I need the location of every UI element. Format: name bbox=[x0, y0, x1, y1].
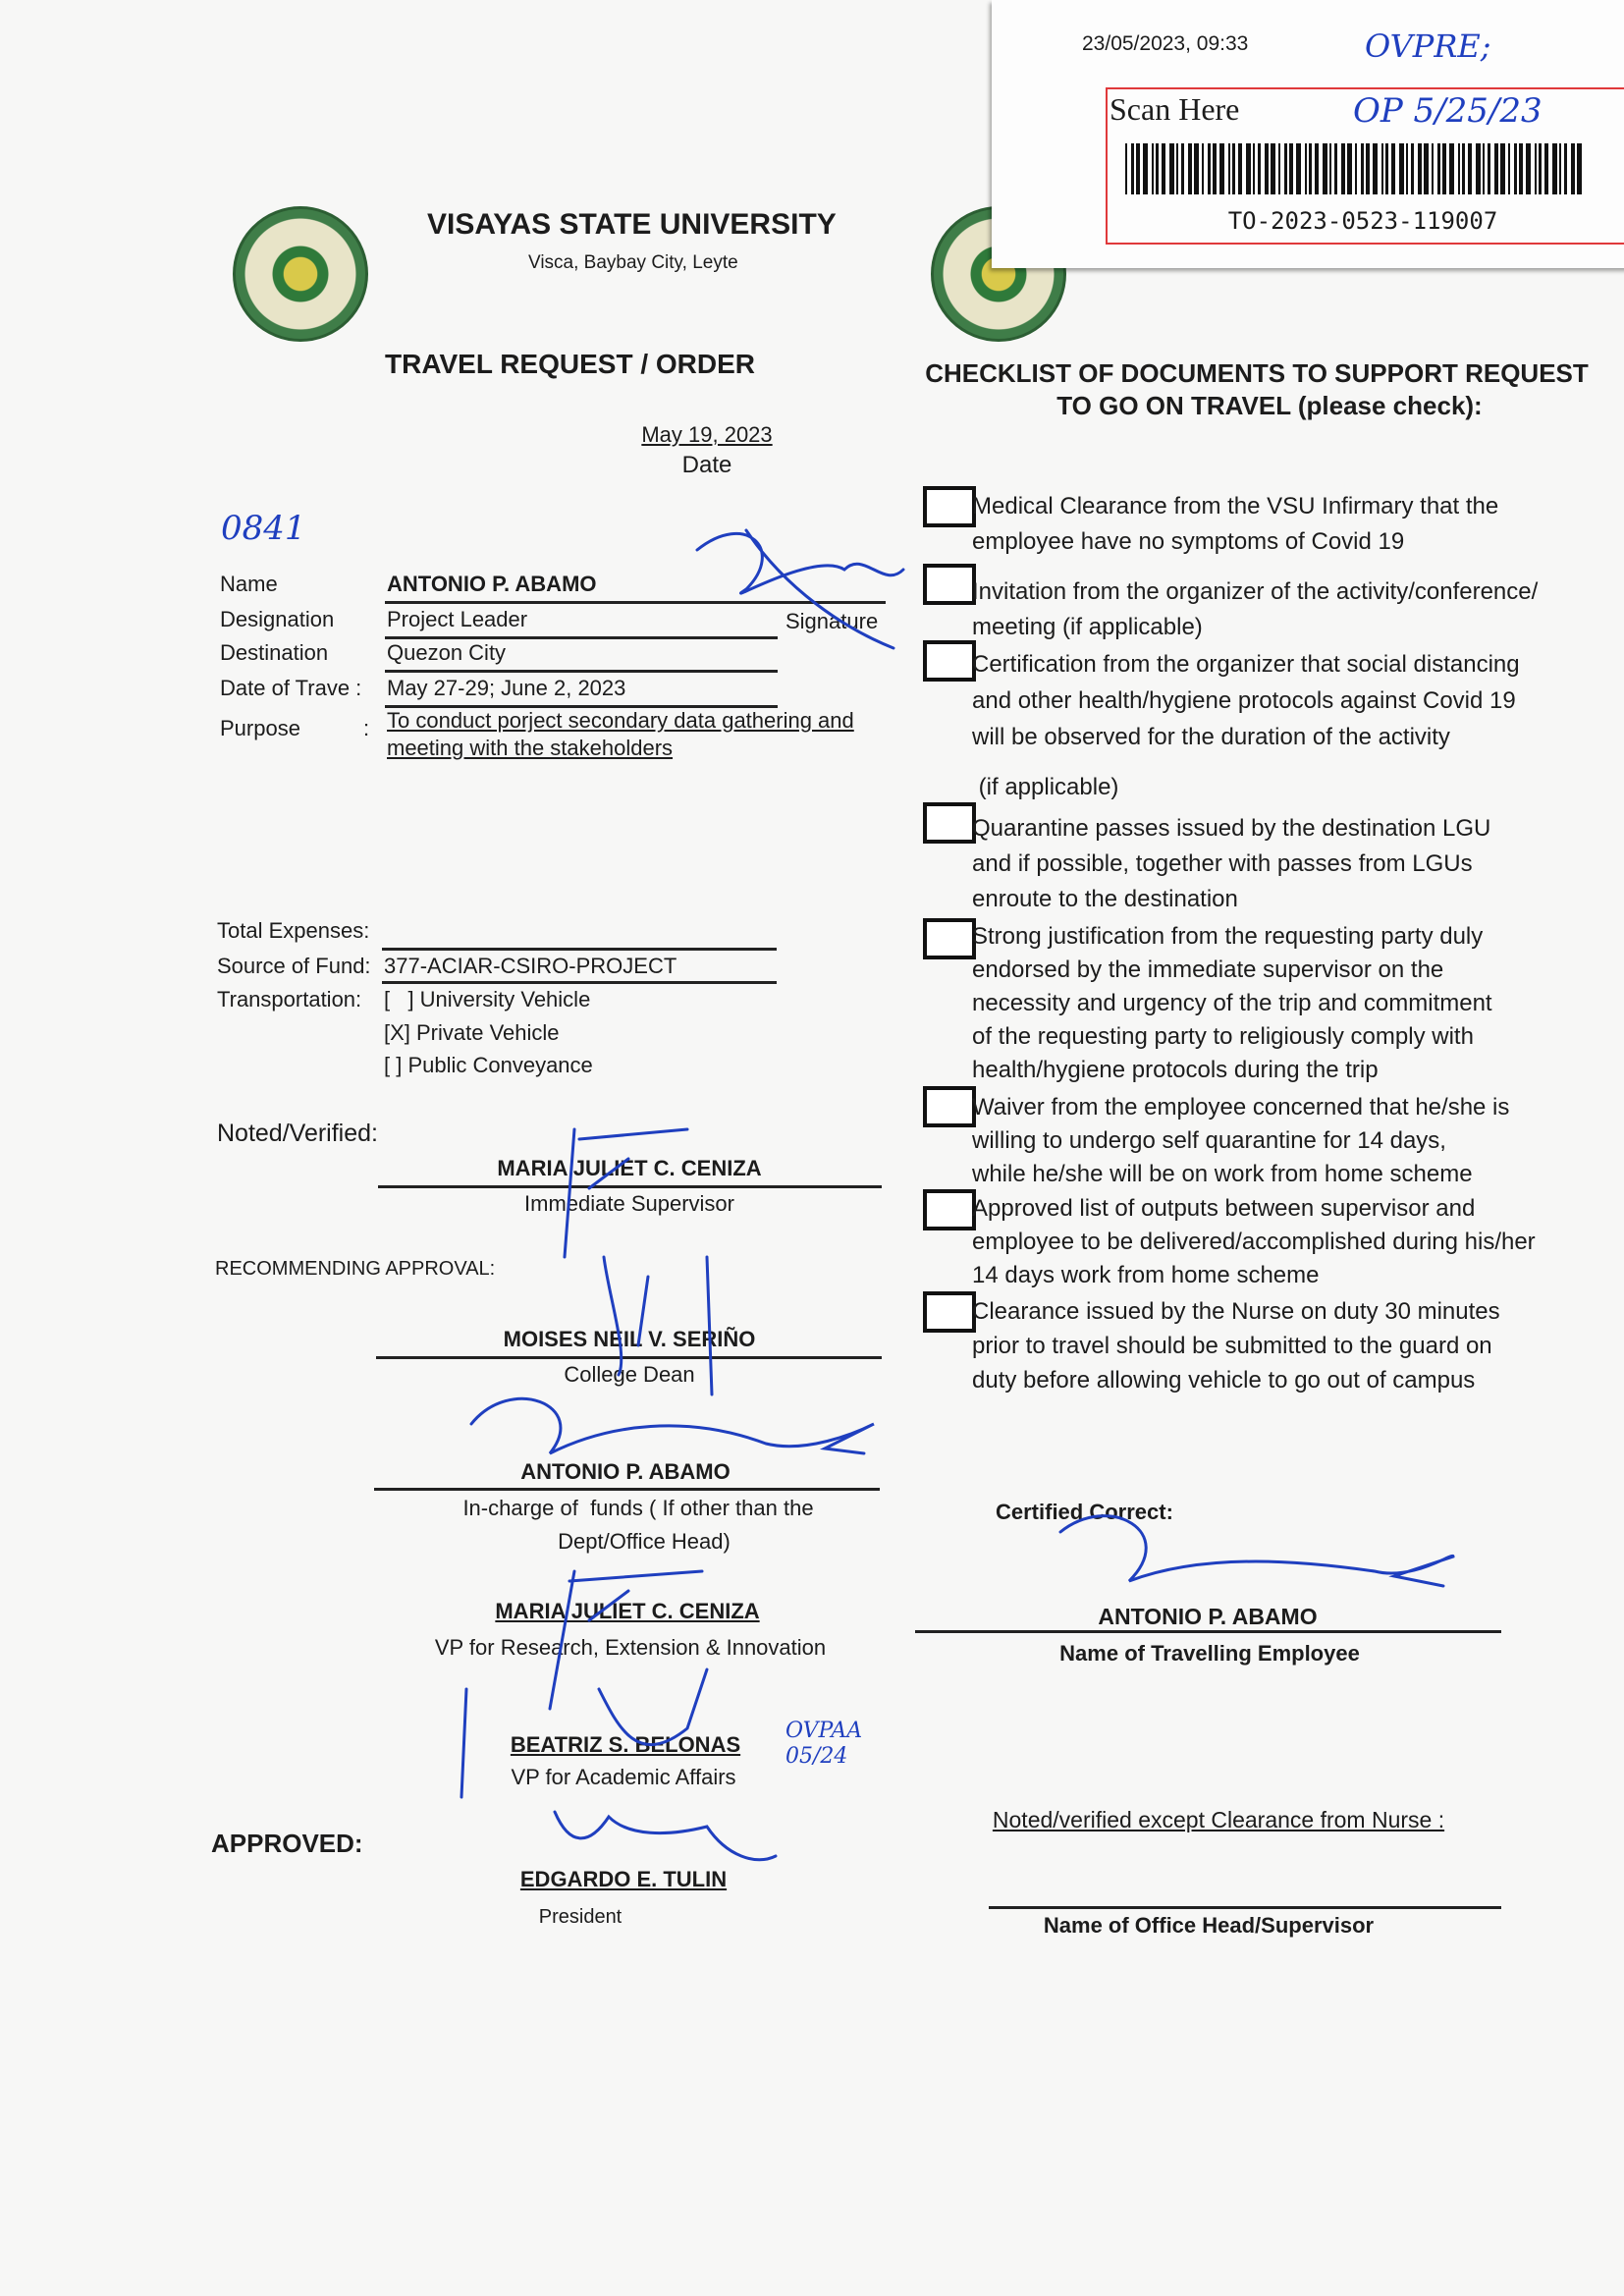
transportation-label: Transportation: bbox=[217, 987, 362, 1011]
barcode-bar bbox=[1143, 143, 1148, 194]
travelling-employee-name: ANTONIO P. ABAMO bbox=[1098, 1604, 1318, 1629]
checkbox-waiver[interactable] bbox=[923, 1086, 976, 1127]
barcode-bar bbox=[1246, 143, 1251, 194]
barcode-bar bbox=[1228, 143, 1230, 194]
funds-incharge-name: ANTONIO P. ABAMO bbox=[520, 1459, 731, 1484]
barcode-bar bbox=[1571, 143, 1575, 194]
barcode-bar bbox=[1208, 143, 1211, 194]
source-of-fund-label: Source of Fund: bbox=[217, 954, 371, 978]
checkbox-approved-outputs[interactable] bbox=[923, 1189, 976, 1230]
barcode-bar bbox=[1315, 143, 1319, 194]
checklist-title-1: CHECKLIST OF DOCUMENTS TO SUPPORT REQUEST bbox=[925, 358, 1589, 388]
barcode-bar bbox=[1514, 143, 1517, 194]
name-value: ANTONIO P. ABAMO bbox=[387, 572, 597, 596]
checkbox-medical-clearance[interactable] bbox=[923, 486, 976, 527]
barcode-bar bbox=[1391, 143, 1395, 194]
destination-label: Destination bbox=[220, 640, 329, 665]
checkbox-certification[interactable] bbox=[923, 640, 976, 682]
purpose-label: Purpose bbox=[220, 716, 300, 740]
barcode-bar bbox=[1381, 143, 1383, 194]
barcode-bar bbox=[1476, 143, 1481, 194]
barcode-bar bbox=[1188, 143, 1192, 194]
date-label: Date bbox=[681, 452, 732, 478]
barcode-bar bbox=[1238, 143, 1242, 194]
barcode-bar bbox=[1136, 143, 1140, 194]
recommending-approval-label: RECOMMENDING APPROVAL: bbox=[215, 1258, 496, 1280]
vp-research-title: VP for Research, Extension & Innovation bbox=[434, 1635, 827, 1660]
checklist-item-invitation: Invitation from the organizer of the activity/conference/ meeting (if applicable) bbox=[972, 578, 1539, 640]
barcode-bar bbox=[1385, 143, 1388, 194]
barcode-bar bbox=[1176, 143, 1178, 194]
checkbox-invitation[interactable] bbox=[923, 564, 976, 605]
vpaa-handwritten-note: OVPAA 05/24 bbox=[785, 1719, 863, 1769]
name-underline bbox=[385, 601, 886, 604]
barcode-bar bbox=[1284, 143, 1287, 194]
barcode-bar bbox=[1552, 143, 1557, 194]
checklist-title-2: TO GO ON TRAVEL (please check): bbox=[1056, 391, 1483, 420]
request-date: May 19, 2023 bbox=[641, 422, 773, 447]
barcode-number: TO-2023-0523-119007 bbox=[1227, 207, 1498, 235]
checklist-item-waiver: Waiver from the employee concerned that he/she is willing to undergo self quarantine for 14 days, while he/she will be on work from home scheme bbox=[972, 1094, 1510, 1187]
barcode-bar bbox=[1432, 143, 1434, 194]
noted-verified-label: Noted/Verified: bbox=[217, 1120, 378, 1147]
checklist-item-justification: Strong justification from the requesting party duly endorsed by the immediate supervisor on the necessity and urgency of the trip and commitment of the requesting party to religiously comply with health/hygiene protocols during the trip bbox=[972, 923, 1492, 1083]
checklist-item-quarantine-passes: Quarantine passes issued by the destination LGU and if possible, together with passes from LGUs enroute to the destination bbox=[972, 815, 1491, 912]
transport-private-vehicle: [X] Private Vehicle bbox=[384, 1020, 560, 1045]
source-of-fund-underline bbox=[382, 981, 777, 984]
barcode-bar bbox=[1323, 143, 1327, 194]
barcode-bar bbox=[1500, 143, 1505, 194]
travelling-employee-title: Name of Travelling Employee bbox=[1059, 1641, 1360, 1666]
barcode-bar bbox=[1156, 143, 1159, 194]
travel-date-value: May 27-29; June 2, 2023 bbox=[387, 676, 626, 700]
transport-university-vehicle: [ ] University Vehicle bbox=[384, 987, 591, 1011]
barcode-bar bbox=[1162, 143, 1165, 194]
dean-line bbox=[376, 1356, 882, 1359]
scan-box bbox=[1106, 87, 1624, 245]
barcode-bar bbox=[1258, 143, 1261, 194]
barcode-bar bbox=[1202, 143, 1204, 194]
purpose-line-2: meeting with the stakeholders bbox=[387, 736, 674, 760]
certified-correct-label: Certified Correct: bbox=[996, 1500, 1173, 1524]
sticker-handwritten-date: OP 5/25/23 bbox=[1353, 91, 1543, 131]
signature-funds bbox=[471, 1398, 874, 1453]
destination-underline bbox=[385, 670, 778, 673]
sticker-timestamp: 23/05/2023, 09:33 bbox=[1082, 32, 1249, 55]
barcode-bar bbox=[1468, 143, 1472, 194]
office-head-line bbox=[989, 1906, 1501, 1909]
barcode-bar bbox=[1483, 143, 1485, 194]
barcode-bar bbox=[1519, 143, 1523, 194]
university-name: VISAYAS STATE UNIVERSITY bbox=[427, 208, 837, 241]
barcode-bar bbox=[1488, 143, 1490, 194]
barcode-bar bbox=[1309, 143, 1312, 194]
barcode-bar bbox=[1355, 143, 1357, 194]
barcode-bar bbox=[1265, 143, 1269, 194]
barcode-bar bbox=[1329, 143, 1331, 194]
barcode-bar bbox=[1361, 143, 1364, 194]
checkbox-nurse-clearance[interactable] bbox=[923, 1291, 976, 1333]
barcode bbox=[1125, 143, 1583, 194]
barcode-bar bbox=[1411, 143, 1414, 194]
barcode-bar bbox=[1219, 143, 1224, 194]
barcode-bar bbox=[1526, 143, 1531, 194]
checklist-item-certification: Certification from the organizer that social distancing and other health/hygiene protocols against Covid 19 will be observed for the duration of the activity (if applicable) bbox=[972, 651, 1520, 800]
form-title: TRAVEL REQUEST / ORDER bbox=[385, 349, 756, 379]
vp-academic-title: VP for Academic Affairs bbox=[511, 1765, 736, 1789]
barcode-bar bbox=[1278, 143, 1280, 194]
total-expenses-label: Total Expenses: bbox=[217, 918, 370, 943]
barcode-bar bbox=[1131, 143, 1134, 194]
barcode-bar bbox=[1539, 143, 1542, 194]
total-expenses-underline bbox=[382, 948, 777, 951]
name-label: Name bbox=[220, 572, 278, 596]
funds-incharge-title-2: Dept/Office Head) bbox=[558, 1529, 731, 1554]
barcode-bar bbox=[1341, 143, 1345, 194]
barcode-bar bbox=[1296, 143, 1301, 194]
dean-name: MOISES NEIL V. SERIÑO bbox=[503, 1327, 756, 1351]
vp-academic-name: BEATRIZ S. BELONAS bbox=[510, 1732, 741, 1757]
president-name: EDGARDO E. TULIN bbox=[519, 1867, 728, 1891]
barcode-bar bbox=[1232, 143, 1235, 194]
signature-label: Signature bbox=[785, 609, 879, 633]
barcode-bar bbox=[1424, 143, 1429, 194]
supervisor-name: MARIA JULIET C. CENIZA bbox=[497, 1156, 762, 1180]
designation-value: Project Leader bbox=[387, 607, 528, 631]
barcode-bar bbox=[1373, 143, 1378, 194]
designation-underline bbox=[385, 636, 778, 639]
travelling-employee-line bbox=[915, 1630, 1501, 1633]
barcode-bar bbox=[1347, 143, 1352, 194]
barcode-bar bbox=[1449, 143, 1454, 194]
barcode-bar bbox=[1152, 143, 1154, 194]
barcode-bar bbox=[1194, 143, 1199, 194]
purpose-colon: : bbox=[363, 716, 370, 740]
dean-title: College Dean bbox=[564, 1362, 695, 1387]
checklist-item-medical-clearance: Medical Clearance from the VSU Infirmary that the employee have no symptoms of Covid 19 bbox=[972, 493, 1499, 555]
university-address: Visca, Baybay City, Leyte bbox=[528, 252, 738, 273]
barcode-bar bbox=[1564, 143, 1567, 194]
signature-employee bbox=[1060, 1516, 1453, 1586]
travel-date-label: Date of Trave : bbox=[220, 676, 362, 700]
vp-research-name: MARIA JULIET C. CENIZA bbox=[495, 1599, 760, 1623]
barcode-bar bbox=[1494, 143, 1498, 194]
barcode-bar bbox=[1289, 143, 1293, 194]
barcode-bar bbox=[1169, 143, 1174, 194]
handwritten-number: 0841 bbox=[221, 509, 306, 548]
nurse-clearance-note: Noted/verified except Clearance from Nurse : bbox=[992, 1807, 1445, 1832]
barcode-bar bbox=[1508, 143, 1510, 194]
barcode-bar bbox=[1418, 143, 1422, 194]
barcode-bar bbox=[1559, 143, 1561, 194]
checklist-item-approved-outputs: Approved list of outputs between supervisor and employee to be delivered/accomplished during his/her 14 days work from home scheme bbox=[972, 1195, 1536, 1288]
university-seal-logo bbox=[233, 206, 368, 342]
checklist-item-nurse-clearance: Clearance issued by the Nurse on duty 30 minutes prior to travel should be submitted to the guard on duty before allowing vehicle to go out of campus bbox=[972, 1298, 1500, 1394]
barcode-bar bbox=[1442, 143, 1446, 194]
barcode-sticker bbox=[992, 0, 1624, 268]
checkbox-quarantine-passes[interactable] bbox=[923, 802, 976, 844]
sticker-handwritten-office: OVPRE; bbox=[1365, 27, 1491, 65]
barcode-bar bbox=[1399, 143, 1404, 194]
barcode-bar bbox=[1271, 143, 1275, 194]
supervisor-line bbox=[378, 1185, 882, 1188]
designation-label: Designation bbox=[220, 607, 335, 631]
barcode-bar bbox=[1437, 143, 1440, 194]
barcode-bar bbox=[1366, 143, 1370, 194]
scan-here-label: Scan Here bbox=[1110, 91, 1240, 127]
barcode-bar bbox=[1577, 143, 1582, 194]
funds-incharge-line bbox=[374, 1488, 880, 1491]
barcode-bar bbox=[1535, 143, 1537, 194]
barcode-bar bbox=[1334, 143, 1337, 194]
approved-label: APPROVED: bbox=[211, 1829, 363, 1858]
destination-value: Quezon City bbox=[387, 640, 507, 665]
president-title: President bbox=[538, 1906, 623, 1928]
barcode-bar bbox=[1544, 143, 1548, 194]
barcode-bar bbox=[1213, 143, 1217, 194]
transport-public-conveyance: [ ] Public Conveyance bbox=[384, 1053, 593, 1077]
barcode-bar bbox=[1181, 143, 1184, 194]
barcode-bar bbox=[1462, 143, 1465, 194]
barcode-bar bbox=[1305, 143, 1307, 194]
source-of-fund-value: 377-ACIAR-CSIRO-PROJECT bbox=[384, 954, 677, 978]
checkbox-justification[interactable] bbox=[923, 918, 976, 959]
purpose-line-1: To conduct porject secondary data gathering and bbox=[387, 708, 854, 733]
barcode-bar bbox=[1253, 143, 1255, 194]
supervisor-title: Immediate Supervisor bbox=[524, 1191, 734, 1216]
signature-president bbox=[555, 1812, 776, 1860]
office-head-title: Name of Office Head/Supervisor bbox=[1043, 1913, 1375, 1938]
funds-incharge-title-1: In-charge of funds ( If other than the bbox=[462, 1496, 814, 1520]
barcode-bar bbox=[1125, 143, 1127, 194]
barcode-bar bbox=[1406, 143, 1408, 194]
barcode-bar bbox=[1458, 143, 1460, 194]
